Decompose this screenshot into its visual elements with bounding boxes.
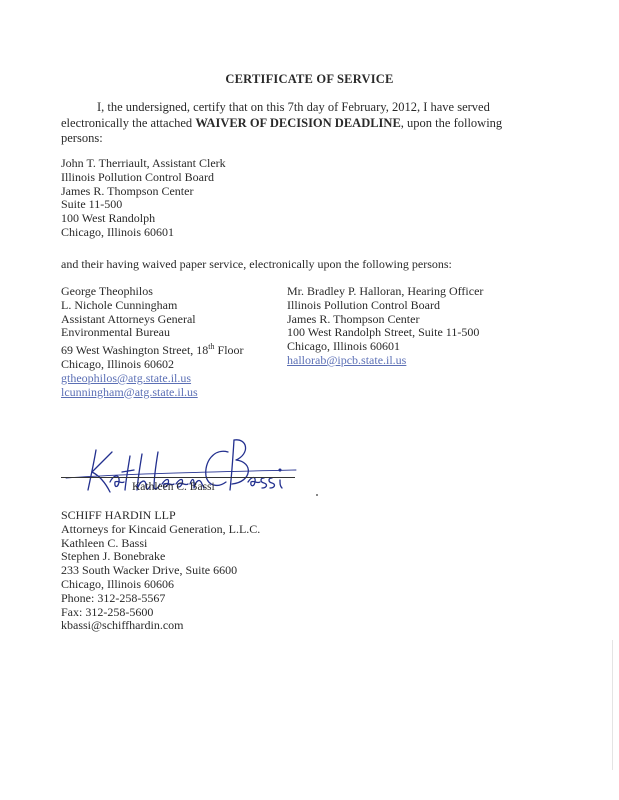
left-recipient-block xyxy=(61,285,244,399)
recipient-line: Assistant Attorneys General xyxy=(61,311,196,326)
right-recipient-block xyxy=(287,285,483,368)
address-line: 100 West Randolph xyxy=(61,211,156,226)
address-line: Illinois Pollution Control Board xyxy=(61,169,215,184)
recipient-line: Chicago, Illinois 60601 xyxy=(287,339,400,354)
firm-line: Kathleen C. Bassi xyxy=(61,535,148,550)
recipient-line: L. Nichole Cunningham xyxy=(61,297,178,312)
firm-line: Chicago, Illinois 60606 xyxy=(61,576,174,591)
intro-text-before: I, the undersigned, certify that on this 7th day of February, 2012, I have served electronically the attached xyxy=(61,100,490,130)
street-text: 69 West Washington Street, 18 xyxy=(61,343,209,358)
firm-line: 233 South Wacker Drive, Suite 6600 xyxy=(61,563,238,578)
firm-phone: Phone: 312-258-5567 xyxy=(61,590,166,605)
recipient-line: George Theophilos xyxy=(61,284,153,298)
recipient-line: James R. Thompson Center xyxy=(287,311,420,326)
intro-text-after: , upon the following persons: xyxy=(61,115,503,145)
recipient-street-line xyxy=(61,340,244,358)
firm-fax: Fax: 312-258-5600 xyxy=(61,604,154,619)
firm-line: SCHIFF HARDIN LLP xyxy=(61,508,176,522)
recipient-line: Illinois Pollution Control Board xyxy=(287,297,441,312)
email-link-cunningham[interactable]: lcunningham@atg.state.il.us xyxy=(61,384,198,399)
recipient-line: Mr. Bradley P. Halloran, Hearing Officer xyxy=(287,284,484,298)
recipient-line: Environmental Bureau xyxy=(61,325,170,340)
recipient-line: 100 West Randolph Street, Suite 11-500 xyxy=(287,325,480,340)
signature-line xyxy=(61,477,295,478)
firm-email: kbassi@schiffhardin.com xyxy=(61,618,184,633)
recipient-line: Chicago, Illinois 60602 xyxy=(61,356,174,371)
document-name: WAIVER OF DECISION DEADLINE xyxy=(195,115,401,130)
email-link-theophilos[interactable]: gtheophilos@atg.state.il.us xyxy=(61,370,192,385)
clerk-address-block xyxy=(61,157,226,240)
certification-paragraph xyxy=(61,100,531,147)
waived-service-text: and their having waived paper service, electronically upon the following persons: xyxy=(61,257,452,271)
ordinal-suffix: th xyxy=(208,342,215,352)
address-line: Suite 11-500 xyxy=(61,197,123,212)
signatory-name: Kathleen C. Bassi xyxy=(132,481,215,493)
address-line: James R. Thompson Center xyxy=(61,183,194,198)
scan-edge-mark xyxy=(612,640,613,770)
firm-signature-block xyxy=(61,509,260,633)
scan-speck xyxy=(316,494,318,496)
email-link-halloran[interactable]: hallorab@ipcb.state.il.us xyxy=(287,352,407,367)
firm-line: Attorneys for Kincaid Generation, L.L.C. xyxy=(61,521,261,536)
address-line: Chicago, Illinois 60601 xyxy=(61,224,174,239)
address-line: John T. Therriault, Assistant Clerk xyxy=(61,156,226,170)
page-title: CERTIFICATE OF SERVICE xyxy=(225,72,394,86)
street-floor: Floor xyxy=(214,343,244,358)
firm-line: Stephen J. Bonebrake xyxy=(61,549,166,564)
